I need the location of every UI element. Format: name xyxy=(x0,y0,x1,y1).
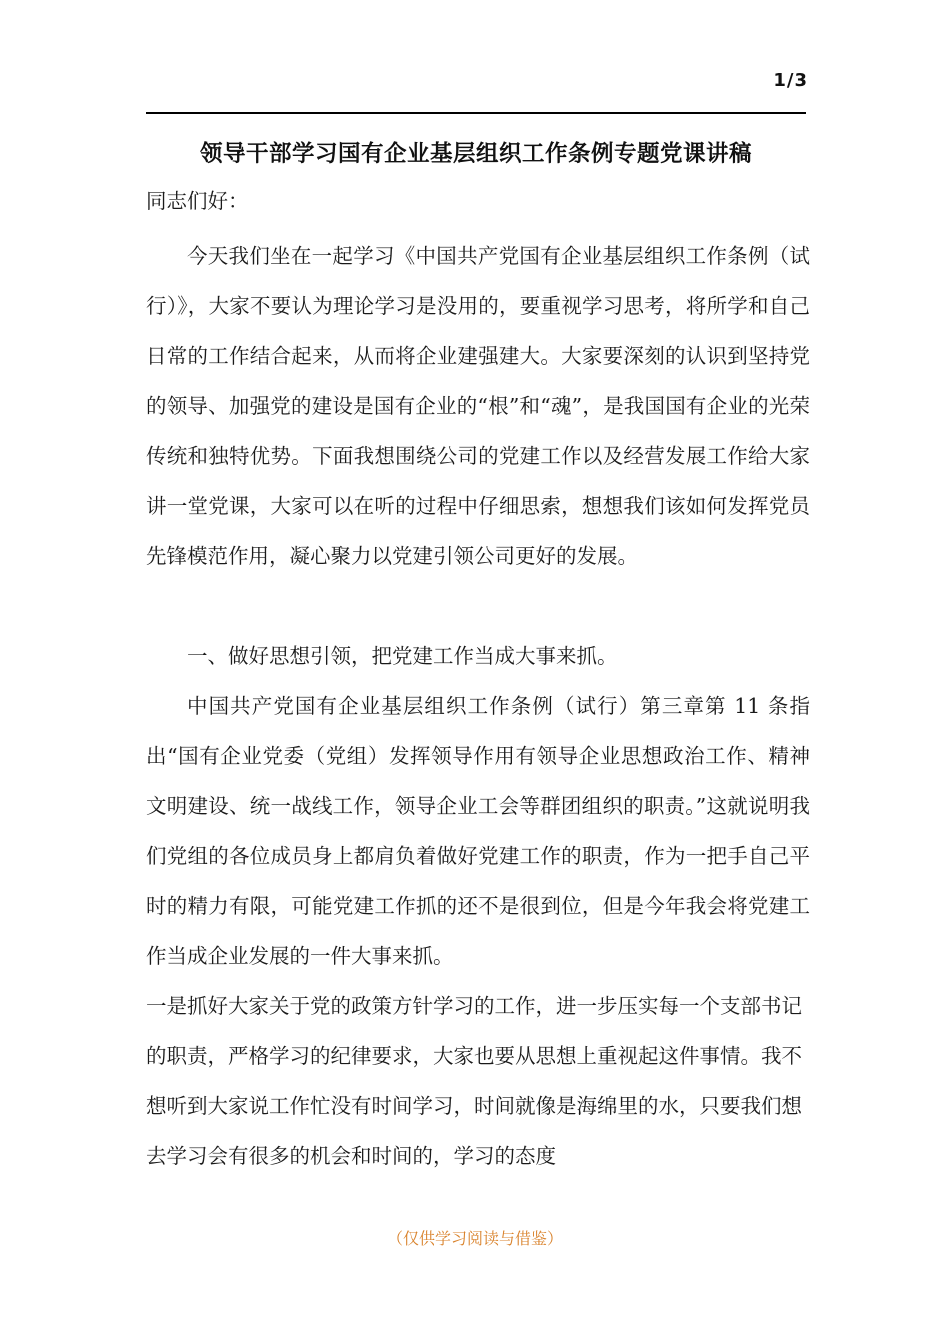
salutation: 同志们好： xyxy=(146,189,249,213)
section-paragraph: 中国共产党国有企业基层组织工作条例（试行）第三章第 11 条指出“国有企业党委（党组）发挥领导作用有领导企业思想政治工作、精神文明建设、统一战线工作，领导企业工会等群团组织的职责。”这就说明我们党组的各位成员身上都肩负着做好党建工作的职责，作为一把手自己平时的精力有限，可能党建工作抓的还不是很到位，但是今年我会将党建工作当成企业发展的一件大事来抓。 xyxy=(146,694,810,968)
page-number: 1/3 xyxy=(773,70,808,91)
document-body xyxy=(146,183,810,1181)
footer-note: （仅供学习阅读与借鉴） xyxy=(386,1229,563,1248)
section-heading: 一、做好思想引领，把党建工作当成大事来抓。 xyxy=(187,644,618,668)
header-divider xyxy=(146,112,806,114)
section-point-paragraph: 一是抓好大家关于党的政策方针学习的工作，进一步压实每一个支部书记的职责，严格学习的纪律要求，大家也要从思想上重视起这件事情。我不想听到大家说工作忙没有时间学习，时间就像是海绵里的水，只要我们想去学习会有很多的机会和时间的，学习的态度 xyxy=(146,994,802,1168)
document-title: 领导干部学习国有企业基层组织工作条例专题党课讲稿 xyxy=(199,141,752,167)
intro-paragraph: 今天我们坐在一起学习《中国共产党国有企业基层组织工作条例（试行）》，大家不要认为理论学习是没用的，要重视学习思考，将所学和自己日常的工作结合起来，从而将企业建强建大。大家要深刻的认识到坚持党的领导、加强党的建设是国有企业的“根”和“魂”，是我国国有企业的光荣传统和独特优势。下面我想围绕公司的党建工作以及经营发展工作给大家讲一堂党课，大家可以在听的过程中仔细思索，想想我们该如何发挥党员先锋模范作用，凝心聚力以党建引领公司更好的发展。 xyxy=(146,244,810,568)
